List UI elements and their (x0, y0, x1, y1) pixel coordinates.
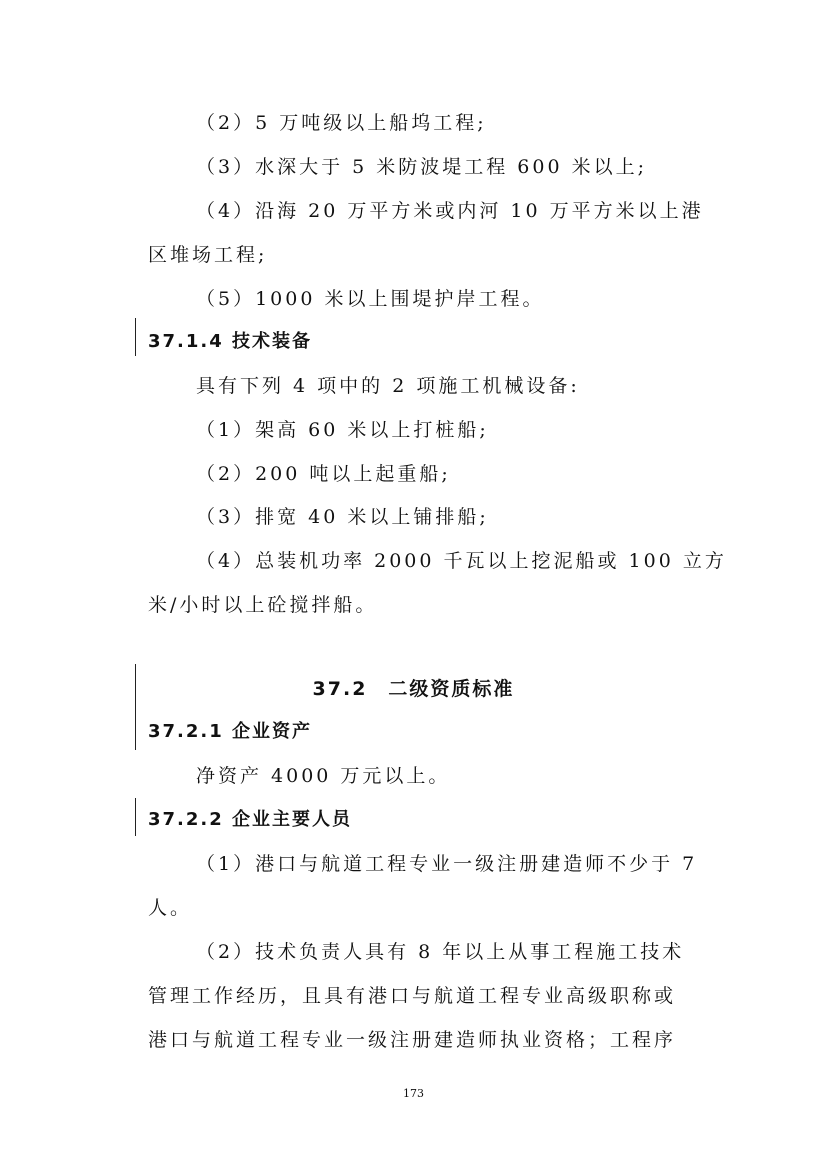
chapter-section-title: 37.2 二级资质标准 (312, 678, 515, 700)
section-heading: 37.2.1 企业资产 (148, 721, 313, 742)
list-item-continuation: 米/小时以上砼搅拌船。 (148, 594, 378, 616)
list-item: （1）港口与航道工程专业一级注册建造师不少于 7 (196, 853, 698, 875)
section-heading: 37.1.4 技术装备 (148, 331, 313, 352)
list-item-continuation: 区堆场工程; (148, 244, 268, 266)
page-number: 173 (403, 1087, 424, 1100)
change-bar (135, 318, 136, 356)
list-item: （2）技术负责人具有 8 年以上从事工程施工技术 (196, 941, 685, 963)
list-item: （3）排宽 40 米以上铺排船; (196, 506, 489, 528)
list-item: （5）1000 米以上围堤护岸工程。 (196, 288, 545, 310)
list-item: （4）总装机功率 2000 千瓦以上挖泥船或 100 立方 (196, 550, 727, 572)
list-item: （3）水深大于 5 米防波堤工程 600 米以上; (196, 156, 648, 178)
change-bar (135, 798, 136, 836)
list-item-continuation: 管理工作经历，且具有港口与航道工程专业高级职称或 (148, 985, 677, 1007)
list-item-continuation: 人。 (148, 897, 193, 919)
paragraph: 净资产 4000 万元以上。 (196, 765, 451, 787)
list-item: （1）架高 60 米以上打桩船; (196, 419, 489, 441)
list-item: （2）200 吨以上起重船; (196, 463, 451, 485)
paragraph: 具有下列 4 项中的 2 项施工机械设备: (196, 375, 580, 397)
list-item: （4）沿海 20 万平方米或内河 10 万平方米以上港 (196, 200, 704, 222)
section-heading: 37.2.2 企业主要人员 (148, 809, 353, 830)
list-item: （2）5 万吨级以上船坞工程; (196, 112, 487, 134)
list-item-continuation: 港口与航道工程专业一级注册建造师执业资格；工程序 (148, 1029, 677, 1051)
